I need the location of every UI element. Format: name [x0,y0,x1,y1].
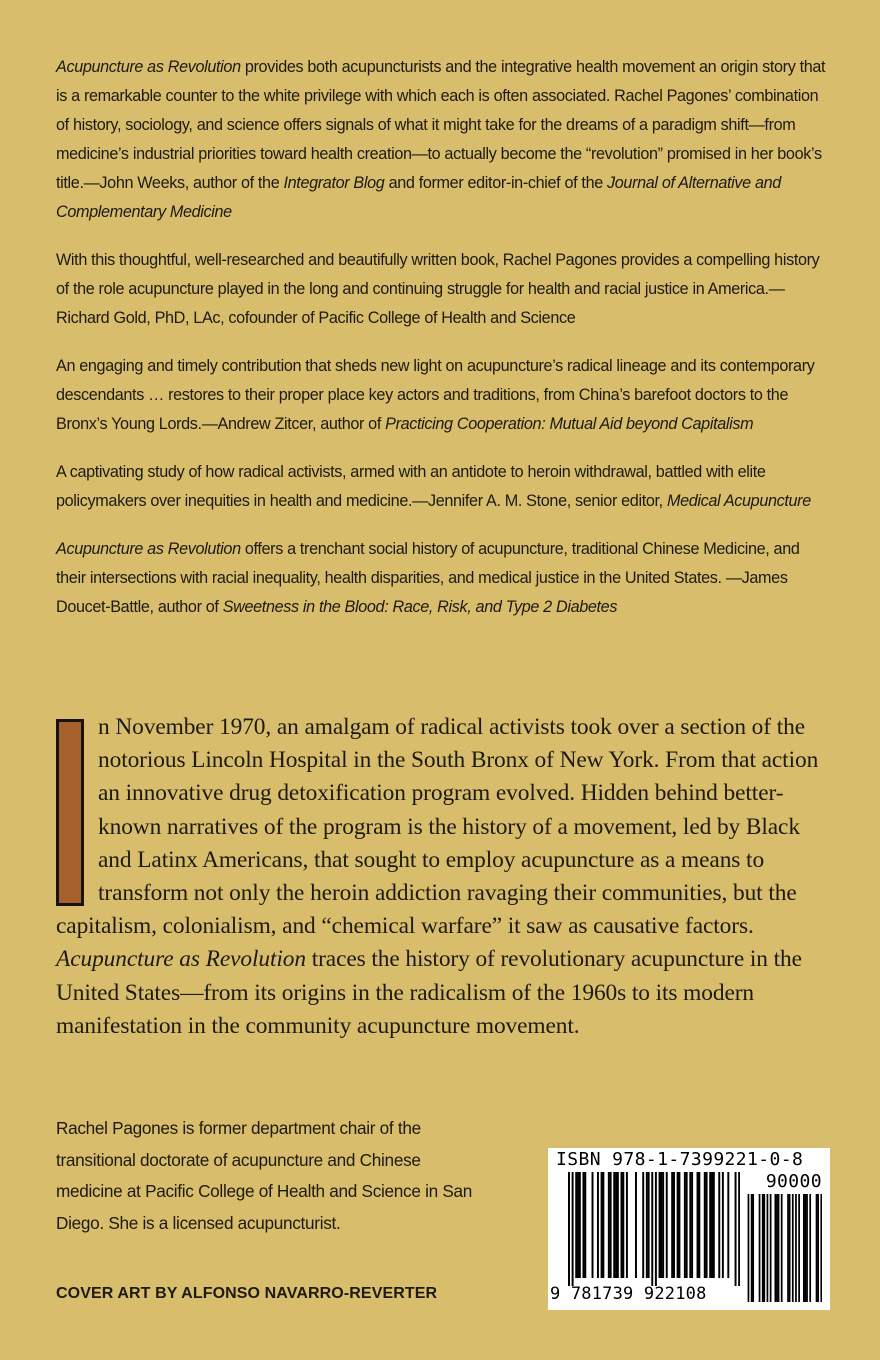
italic-title: Journal of Alternative and Complementary Medicine [56,174,781,221]
barcode-bar [655,1172,657,1286]
barcode-bar [673,1172,675,1278]
barcode-bar [711,1172,713,1278]
endorsement-gold: With this thoughtful, well-researched and beautifully written book, Rachel Pagones provides a compelling history of the role acupuncture played in the long and continuing struggle for health and racial justice in America.—Richard Gold, PhD, LAc, cofounder of Pacific College of Health and Science [56,251,820,327]
barcode-bar [678,1172,680,1278]
barcode-bar [608,1172,610,1278]
barcode-bar [704,1172,706,1278]
italic-title: Integrator Blog [283,174,385,192]
endorsement-zitcer: An engaging and timely contribution that sheds new light on acupuncture’s radical lineage and its contemporary descendants … restores to their proper place key actors and traditions, from China’s barefoot doctors to the Bronx’s Young Lords.—Andrew Zitcer, author of Practicing Cooperation: Mutual Aid beyond Capitalism [56,357,815,433]
barcode-bar [648,1172,650,1278]
endorsement-weeks: Acupuncture as Revolution provides both acupuncturists and the integrative health movement an origin story that is a remarkable counter to the white privilege with which each is often associated. Rachel Pagones’ combination of history, sociology, and science offers signals of what it might take for the dreams of a paradigm shift—from medicine’s industrial priorities toward health creation—to actually become the “revolution” promised in her book’s title.—John Weeks, author of the Integrator Blog and former editor-in-chief of the Journal of Alternative and Complementary Medicine [56,58,826,221]
barcode-bar [798,1194,800,1302]
ean-barcode-bars [568,1172,740,1286]
barcode-bar [584,1172,586,1278]
barcode-bar [735,1172,737,1286]
barcode-bar [582,1172,584,1278]
italic-title: Acupuncture as Revolution [56,946,306,973]
isbn-label: ISBN 978-1-7399221-0-8 [556,1149,804,1170]
barcode-bar [795,1194,797,1302]
endorsement-doucet-battle: Acupuncture as Revolution offers a trenchant social history of acupuncture, traditional Chinese Medicine, and their intersections with racial inequality, health disparities, and medical justice in the United States. —James Doucet-Battle, author of Sweetness in the Blood: Race, Risk, and Type 2 Diabetes [56,540,800,616]
barcode-bar [575,1172,577,1278]
barcode-bar [816,1194,818,1302]
barcode-bar [659,1172,661,1278]
barcode-bar [601,1172,603,1278]
barcode-bar [651,1172,653,1286]
barcode-bar [597,1172,599,1278]
cover-art-credit: COVER ART BY ALFONSO NAVARRO-REVERTER [56,1285,438,1302]
endorsements [56,53,826,641]
barcode-bar [572,1172,574,1286]
barcode-bar [646,1172,648,1278]
barcode-bar [615,1172,617,1278]
barcode-bar [610,1172,612,1278]
italic-title: Sweetness in the Blood: Race, Risk, and Type 2 Diabetes [222,598,618,616]
barcode-bar [635,1172,637,1278]
barcode-bar [763,1194,765,1302]
barcode-bar [806,1194,808,1302]
barcode-bar [767,1194,769,1302]
barcode-bar [820,1194,822,1302]
barcode-bar [602,1172,604,1278]
italic-title: Acupuncture as Revolution [56,540,241,558]
barcode-bar [686,1172,688,1278]
barcode-bar [751,1194,753,1302]
barcode-bar [722,1172,724,1278]
barcode-bar [805,1194,807,1302]
barcode-bar [577,1172,579,1278]
barcode-bar [642,1172,644,1278]
barcode-bar [727,1172,729,1278]
barcode-bar [752,1194,754,1302]
barcode-bar [568,1172,570,1286]
barcode-bar [781,1194,783,1302]
barcode-bar [677,1172,679,1278]
barcode-bar [622,1172,624,1278]
barcode-bar [626,1172,628,1278]
addon-barcode-bars [746,1194,822,1302]
description-text: n November 1970, an amalgam of radical activists took over a section of the notorious Lincoln Hospital in the South Bronx of New York. From that action an innovative drug detoxification program evolved. Hidden behind better-known narratives of the program is the history of a movement, led by Black and Latinx Americans, that sought to employ acupuncture as a means to transform not only the heroin addiction ravaging their communities, but the capitalism, colonialism, and “chemical warfare” it saw as causative factors. Acupuncture as Revolution traces the history of revolutionary acupuncture in the United States—from its origins in the radicalism of the 1960s to its modern manifestation in the community acupuncture movement. [56,714,819,1039]
barcode-bar [718,1172,720,1278]
barcode-bar [762,1194,764,1302]
italic-title: Medical Acupuncture [666,492,811,510]
barcode-bar [778,1194,780,1302]
barcode-bar [709,1172,711,1278]
italic-title: Practicing Cooperation: Mutual Aid beyond Capitalism [385,415,754,433]
barcode-bar [748,1194,750,1302]
barcode-bar [787,1194,789,1302]
barcode-bar [666,1172,668,1278]
barcode-bar [809,1194,811,1302]
barcode-bar [613,1172,615,1278]
ean-digits: 9 781739 922108 [550,1284,707,1304]
barcode-bar [691,1172,693,1278]
barcode-bar [759,1194,761,1302]
barcode-bar [697,1172,699,1278]
barcode-bar [770,1194,772,1302]
barcode-bar [689,1172,691,1278]
endorsement-stone: A captivating study of how radical activists, armed with an antidote to heroin withdrawal, battled with elite policymakers over inequities in health and medicine.—Jennifer A. M. Stone, senior editor, Medical Acupuncture [56,463,811,510]
author-bio: Rachel Pagones is former department chair of the transitional doctorate of acupuncture and Chinese medicine at Pacific College of Health and Science in San Diego. She is a licensed acupuncturist. [56,1118,473,1233]
italic-title: Acupuncture as Revolution [56,58,241,76]
barcode-bar [621,1172,623,1278]
barcode-bar [662,1172,664,1278]
barcode-bar [698,1172,700,1278]
barcode-bar [817,1194,819,1302]
barcode-bar [660,1172,662,1278]
barcode-bar [803,1194,805,1302]
barcode-bar [738,1172,740,1286]
barcode-bar [706,1172,708,1278]
barcode-bar [713,1172,715,1278]
isbn-barcode [548,1148,830,1310]
barcode-bar [789,1194,791,1302]
barcode-bar [592,1172,594,1278]
barcode-bar [792,1194,794,1302]
barcode-bar [684,1172,686,1278]
book-description [56,711,826,1043]
barcode-bar [776,1194,778,1302]
drop-cap-letter [56,719,84,906]
barcode-bar [617,1172,619,1278]
barcode-bar [671,1172,673,1278]
price-code: 90000 [765,1171,822,1192]
barcode-bar [775,1194,777,1302]
barcode-bar [579,1172,581,1278]
